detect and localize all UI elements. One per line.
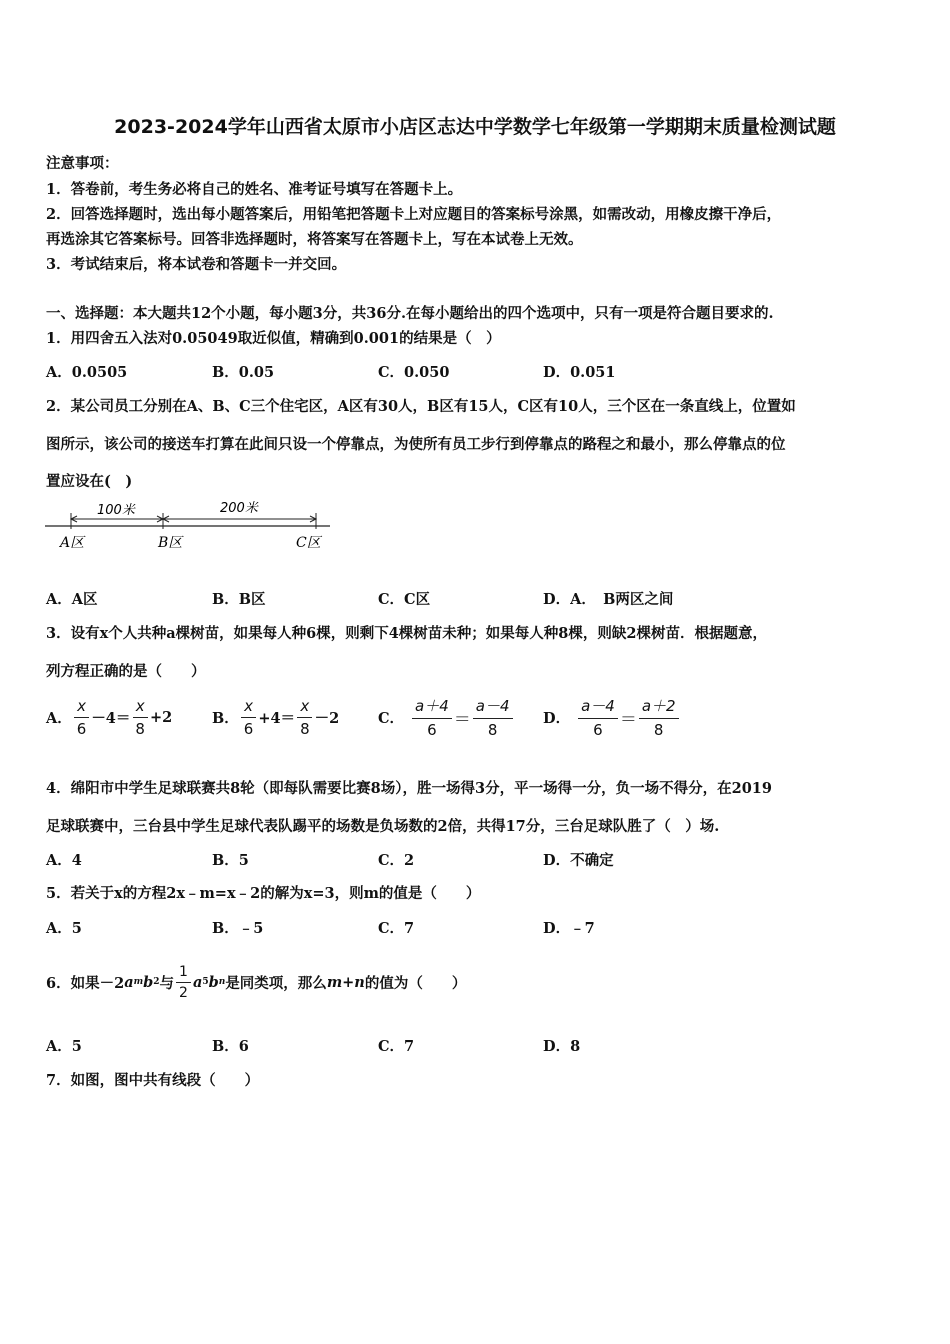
- option-label: C．: [378, 709, 405, 727]
- equals-sign: ＝: [619, 709, 637, 730]
- fraction: [132, 697, 148, 738]
- fraction-half: [176, 964, 191, 1001]
- q3-option-a: [46, 694, 172, 740]
- q1-option-d: D．0.051: [543, 364, 616, 381]
- var-a: a: [192, 973, 203, 991]
- q5-option-b: B．﹣5: [212, 920, 264, 937]
- q1-option-a: A．0.0505: [46, 364, 128, 381]
- q6-conj: 与: [159, 974, 175, 992]
- fraction: [74, 697, 90, 738]
- notice-item: 3．考试结束后，将本试卷和答题卡一并交回。: [46, 256, 347, 273]
- q2-option-c: C．C区: [378, 591, 431, 608]
- numerator: a＋4: [412, 695, 452, 719]
- operator: +4＝: [258, 709, 296, 727]
- fraction: [578, 695, 618, 739]
- q6-option-b: B．6: [212, 1038, 249, 1055]
- q4-option-b: B．5: [212, 852, 249, 869]
- q3-option-b: [212, 694, 339, 740]
- operator: －4＝: [91, 709, 131, 727]
- q6-prefix: 6．如果－2: [46, 974, 125, 992]
- q2-figure: [40, 495, 340, 557]
- expr-m-plus-n: m+n: [326, 973, 365, 991]
- denominator: 8: [653, 721, 664, 739]
- question-6: [46, 952, 466, 1012]
- denominator: 8: [300, 719, 310, 738]
- q3-option-c: [378, 694, 515, 740]
- numerator: x: [241, 697, 256, 718]
- page-title: 2023-2024学年山西省太原市小店区志达中学数学七年级第一学期期末质量检测试题: [114, 116, 836, 138]
- exp-2: 2: [153, 977, 160, 987]
- question-2-line: 2．某公司员工分别在A、B、C三个住宅区，A区有30人，B区有15人，C区有10人，三个区在一条直线上，位置如: [46, 398, 796, 415]
- fraction: [241, 697, 257, 738]
- denominator: 6: [243, 719, 254, 738]
- fraction: [297, 697, 313, 738]
- dist-bc-label: 200米: [220, 501, 258, 516]
- numerator: x: [297, 697, 312, 718]
- question-7: 7．如图，图中共有线段（ ）: [46, 1072, 260, 1089]
- q6-option-d: D．8: [543, 1038, 581, 1055]
- option-label: A．: [46, 709, 72, 727]
- var-a: a: [124, 973, 134, 991]
- q6-option-c: C．7: [378, 1038, 415, 1055]
- section-heading: 一、选择题：本大题共12个小题，每小题3分，共36分.在每小题给出的四个选项中，只有一项是符合题目要求的.: [46, 305, 774, 322]
- notice-item: 1．答卷前，考生务必将自己的姓名、准考证号填写在答题卡上。: [46, 181, 463, 198]
- q2-option-b: B．B区: [212, 591, 266, 608]
- denominator: 8: [135, 719, 145, 738]
- numerator: x: [74, 697, 89, 718]
- equals-sign: ＝: [453, 709, 471, 730]
- q6-option-a: A．5: [46, 1038, 82, 1055]
- fraction: [473, 695, 513, 739]
- operator: +2: [149, 708, 173, 726]
- question-4-line: 4．绵阳市中学生足球联赛共8轮（即每队需要比赛8场），胜一场得3分，平一场得一分，负一场不得分，在2019: [46, 780, 772, 797]
- q5-option-c: C．7: [378, 920, 415, 937]
- exp-m: m: [133, 977, 144, 987]
- denominator: 6: [593, 721, 603, 739]
- q4-option-c: C．2: [378, 852, 415, 869]
- option-label: D．: [543, 709, 571, 727]
- q2-option-d: D．A． B两区之间: [543, 591, 674, 608]
- exp-5: 5: [202, 977, 209, 987]
- notice-heading: 注意事项：: [46, 155, 119, 172]
- label-a: A区: [60, 535, 85, 551]
- fraction: [639, 695, 679, 739]
- q6-suffix: 的值为（ ）: [364, 974, 467, 992]
- numerator: a－4: [473, 695, 513, 719]
- numerator: 1: [176, 964, 191, 983]
- question-4-line: 足球联赛中，三台县中学生足球代表队踢平的场数是负场数的2倍，共得17分，三台足球队胜了（ ）场.: [46, 818, 720, 835]
- dist-ab-label: 100米: [97, 503, 135, 518]
- denominator: 8: [487, 721, 498, 739]
- question-5: 5．若关于x的方程2x﹣m=x﹣2的解为x=3，则m的值是（ ）: [46, 885, 481, 902]
- q1-option-c: C．0.050: [378, 364, 450, 381]
- denominator: 6: [76, 719, 87, 738]
- q5-option-a: A．5: [46, 920, 82, 937]
- var-b: b: [208, 973, 219, 991]
- q4-option-d: D．不确定: [543, 852, 614, 869]
- question-3-line: 列方程正确的是（ ）: [46, 663, 206, 680]
- option-label: B．: [212, 709, 239, 727]
- numerator: a＋2: [639, 695, 679, 719]
- question-2-line: 图所示，该公司的接送车打算在此间只设一个停靠点，为使所有员工步行到停靠点的路程之和最小，那么停靠点的位: [46, 436, 786, 453]
- q3-option-d: [543, 694, 681, 740]
- notice-item: 2．回答选择题时，选出每小题答案后，用铅笔把答题卡上对应题目的答案标号涂黑，如需改动，用橡皮擦干净后，: [46, 206, 782, 223]
- fraction: [412, 695, 452, 739]
- q4-option-a: A．4: [46, 852, 82, 869]
- denominator: 6: [427, 721, 437, 739]
- exp-n: n: [218, 977, 226, 987]
- question-2-line: 置应设在( ): [46, 473, 133, 490]
- q1-option-b: B．0.05: [212, 364, 275, 381]
- q5-option-d: D．﹣7: [543, 920, 595, 937]
- question-1: 1．用四舍五入法对0.05049取近似值，精确到0.001的结果是（ ）: [46, 330, 501, 347]
- operator: －2: [314, 709, 340, 727]
- numerator: a－4: [578, 695, 618, 719]
- numerator: x: [133, 697, 148, 718]
- denominator: 2: [179, 984, 188, 1001]
- q6-mid: 是同类项，那么: [225, 974, 327, 992]
- notice-item: 再选涂其它答案标号。回答非选择题时，将答案写在答题卡上，写在本试卷上无效。: [46, 231, 583, 248]
- q2-option-a: A．A区: [46, 591, 98, 608]
- label-c: C区: [296, 535, 321, 551]
- label-b: B区: [158, 535, 183, 551]
- question-3-line: 3．设有x个人共种a棵树苗，如果每人种6棵，则剩下4棵树苗未种；如果每人种8棵，则缺2棵树苗．根据题意，: [46, 625, 767, 642]
- var-b: b: [143, 973, 154, 991]
